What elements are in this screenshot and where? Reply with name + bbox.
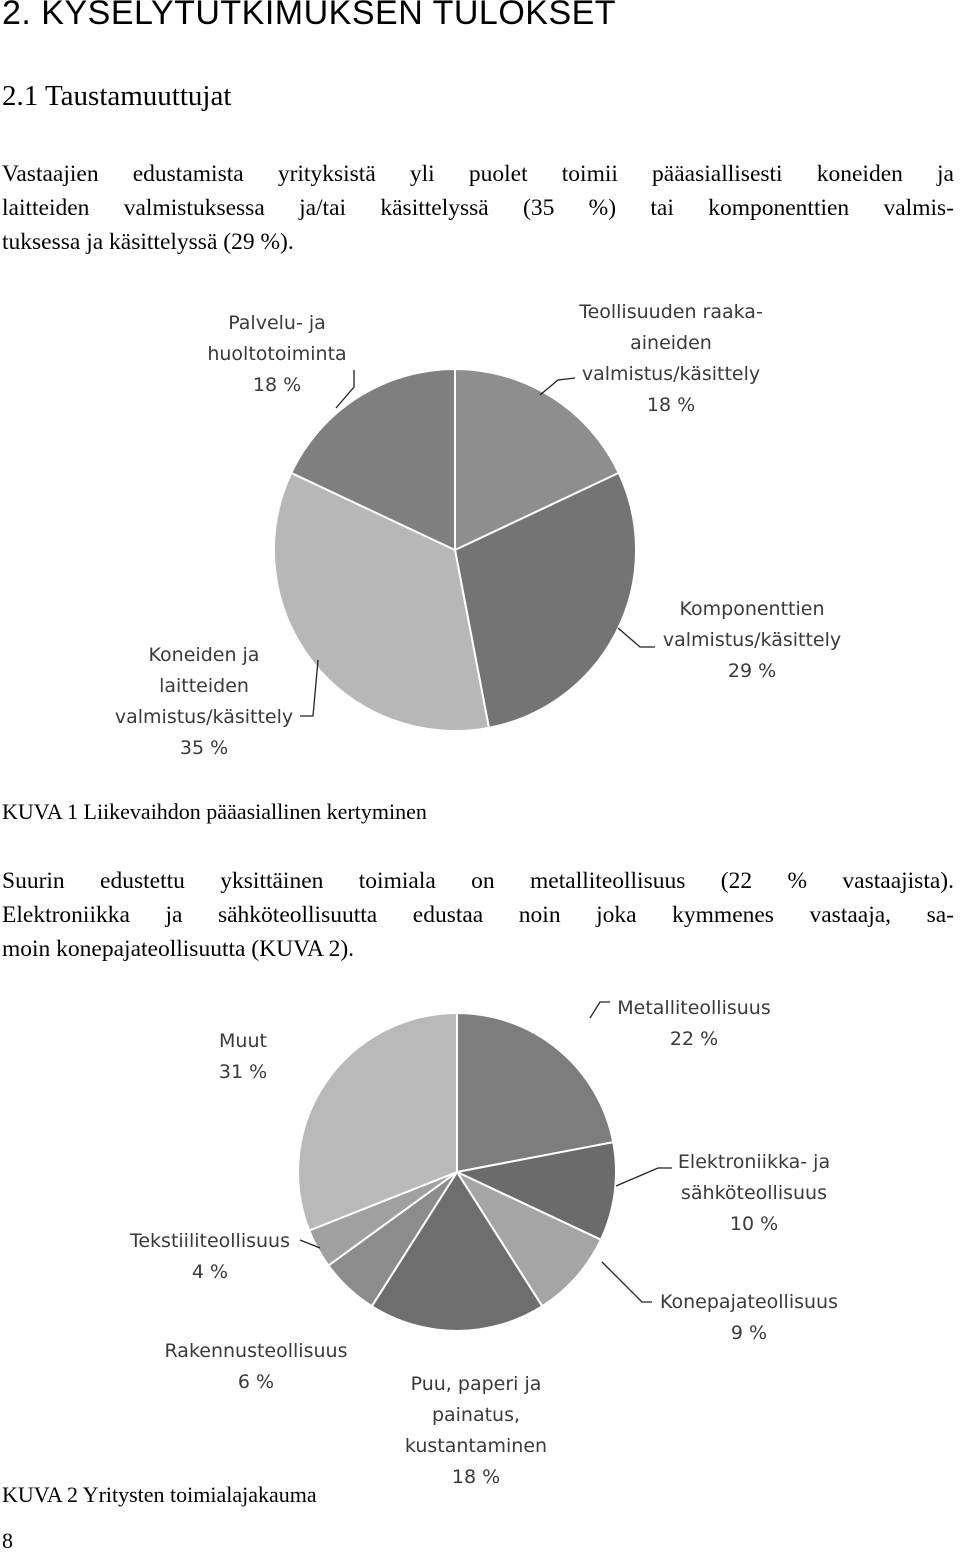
slice-value-label: 18 % xyxy=(451,1466,501,1488)
paragraph-1-line: Vastaajien edustamista yrityksistä yli puolet toimii pääasiallisesti koneiden ja xyxy=(2,161,954,187)
slice-category-label: Metalliteollisuus xyxy=(617,997,771,1019)
slice-category-label: Elektroniikka- ja xyxy=(677,1151,831,1173)
slice-value-label: 18 % xyxy=(646,394,696,416)
slice-category-label: Komponenttien xyxy=(679,598,825,620)
slice-value-label: 10 % xyxy=(729,1213,779,1235)
slice-value-label: 31 % xyxy=(218,1061,268,1083)
slice-value-label: 29 % xyxy=(727,660,777,682)
pie-chart-2 xyxy=(129,997,838,1488)
paragraph-2-line: moin konepajateollisuutta (KUVA 2). xyxy=(2,936,355,962)
slice-category-label: valmistus/käsittely xyxy=(114,706,294,728)
paragraph-1-line: laitteiden valmistuksessa ja/tai käsittelyssä (35 %) tai komponenttien valmis- xyxy=(2,195,954,221)
slice-value-label: 35 % xyxy=(179,737,229,759)
leader-line xyxy=(590,1002,610,1018)
slice-category-label: Koneiden ja xyxy=(148,644,260,666)
leader-line xyxy=(300,660,318,716)
pie-chart-1 xyxy=(115,301,841,759)
figure-2-caption: KUVA 2 Yritysten toimialajakauma xyxy=(2,1482,317,1507)
slice-category-label: laitteiden xyxy=(159,675,249,697)
slice-category-label: painatus, xyxy=(431,1404,521,1426)
section-heading: 2. KYSELYTUTKIMUKSEN TULOKSET xyxy=(2,0,617,32)
slice-category-label: valmistus/käsittely xyxy=(581,363,761,385)
slice-category-label: sähköteollisuus xyxy=(680,1182,828,1204)
slice-value-label: 18 % xyxy=(252,374,302,396)
slice-category-label: Puu, paperi ja xyxy=(410,1373,542,1395)
subsection-heading: 2.1 Taustamuuttujat xyxy=(2,80,232,112)
leader-line xyxy=(618,628,655,647)
slice-value-label: 22 % xyxy=(669,1028,719,1050)
slice-value-label: 4 % xyxy=(191,1261,229,1283)
slice-category-label: kustantaminen xyxy=(404,1435,548,1457)
slice-category-label: Palvelu- ja xyxy=(228,312,326,334)
slice-category-label: aineiden xyxy=(630,332,712,354)
slice-value-label: 6 % xyxy=(237,1371,275,1393)
paragraph-2-line: Elektroniikka ja sähköteollisuutta edustaa noin joka kymmenes vastaaja, sa- xyxy=(2,902,954,928)
slice-category-label: Teollisuuden raaka- xyxy=(579,301,763,323)
paragraph-1-line: tuksessa ja käsittelyssä (29 %). xyxy=(2,229,294,255)
slice-category-label: huoltotoiminta xyxy=(207,343,347,365)
page-number: 8 xyxy=(2,1528,13,1553)
slice-category-label: Konepajateollisuus xyxy=(660,1291,838,1313)
figure-1-caption: KUVA 1 Liikevaihdon pääasiallinen kertyminen xyxy=(2,799,427,824)
leader-line xyxy=(602,1262,652,1302)
slice-category-label: Tekstiiliteollisuus xyxy=(129,1230,291,1252)
slice-category-label: valmistus/käsittely xyxy=(662,629,842,651)
slice-category-label: Rakennusteollisuus xyxy=(164,1340,348,1362)
leader-line xyxy=(616,1168,672,1186)
paragraph-2-line: Suurin edustettu yksittäinen toimiala on metalliteollisuus (22 % vastaajista). xyxy=(2,868,954,894)
slice-value-label: 9 % xyxy=(730,1322,768,1344)
slice-category-label: Muut xyxy=(219,1030,267,1052)
